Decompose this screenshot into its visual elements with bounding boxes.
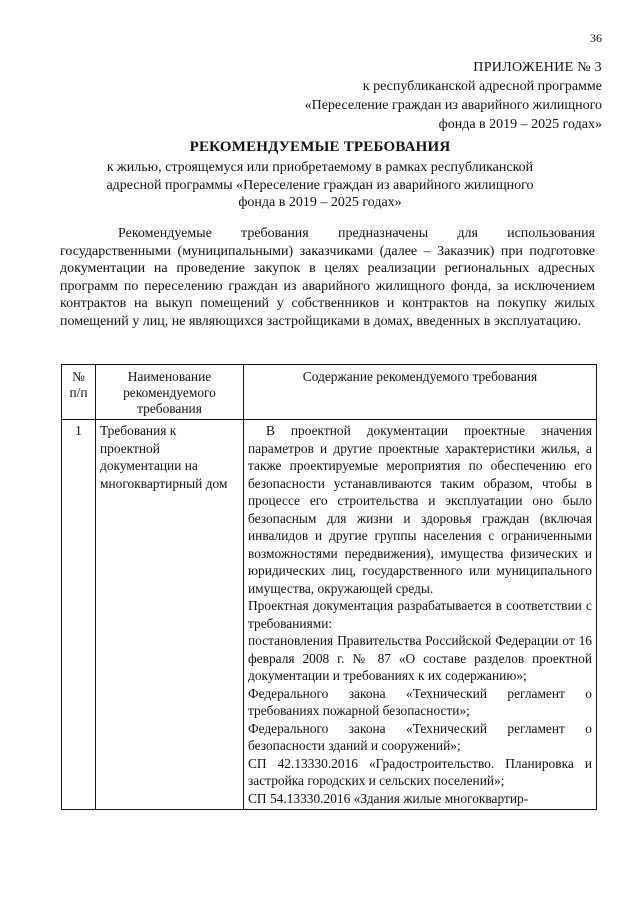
row-name: Требования к проектной документации на многоквартирный дом xyxy=(96,420,244,810)
requirements-table xyxy=(61,364,597,810)
content-paragraph: СП 42.13330.2016 «Градостроительство. Планировка и застройка городских и сельских поселений»; xyxy=(248,755,592,788)
header-content: Содержание рекомендуемого требования xyxy=(244,365,597,420)
table-header-row xyxy=(62,365,597,420)
appendix-title: ПРИЛОЖЕНИЕ № 3 xyxy=(473,60,602,75)
row-number: 1 xyxy=(62,420,96,810)
content-paragraph: Федерального закона «Технический регламент о требованиях пожарной безопасности»; xyxy=(248,685,592,718)
subtitle-line: к жилью, строящемуся или приобретаемому в рамках республиканской xyxy=(106,160,534,175)
content-paragraph: Проектная документация разрабатывается в соответствии с требованиями: xyxy=(248,598,592,631)
document-subtitle xyxy=(80,159,560,212)
table-row xyxy=(62,420,597,810)
page-number: 36 xyxy=(590,31,602,45)
subtitle-line: фонда в 2019 – 2025 годах» xyxy=(238,195,402,210)
appendix-line: к республиканской адресной программе xyxy=(362,79,602,94)
content-paragraph: В проектной документации проектные значения параметров и другие проектные характеристики жилья, а также проектируемые мероприятия по обеспечению его безопасности устанавливаются таким образом, чтобы в процессе его строительства и эксплуатации оно было безопасным для жизни и здоровья граждан (включая инвалидов и другие группы населения с ограниченными возможностями передвижения), имущества физических и юридических лиц, государственного или муниципального имущества, окружающей среды. xyxy=(248,423,592,596)
header-number: № п/п xyxy=(62,365,96,420)
appendix-header xyxy=(305,58,602,134)
content-paragraph: СП 54.13330.2016 «Здания жилые многоквартир- xyxy=(248,790,529,806)
document-title: РЕКОМЕНДУЕМЫЕ ТРЕБОВАНИЯ xyxy=(189,139,451,155)
appendix-line: «Переселение граждан из аварийного жилищного xyxy=(304,98,602,113)
content-paragraph: постановления Правительства Российской Федерации от 16 февраля 2008 г. № 87 «О составе разделов проектной документации и требованиях к их содержанию»; xyxy=(248,633,592,683)
subtitle-line: адресной программы «Переселение граждан из аварийного жилищного xyxy=(106,177,534,193)
content-paragraph: Федерального закона «Технический регламент о безопасности зданий и сооружений»; xyxy=(248,720,592,753)
appendix-line: фонда в 2019 – 2025 годах» xyxy=(438,117,602,132)
header-name: Наименование рекомендуемого требования xyxy=(96,365,244,420)
row-content xyxy=(244,420,597,810)
intro-paragraph: Рекомендуемые требования предназначены для использования государственными (муниципальными) заказчиками (далее – Заказчик) при подготовке документации на проведение закупок в целях реализации региональных адресных программ по переселению граждан из аварийного жилищного фонда, за исключением контрактов на выкуп помещений у собственников и контрактов на покупку жилых помещений у лиц, не являющихся застройщиками в домах, введенных в эксплуатацию. xyxy=(60,226,595,329)
